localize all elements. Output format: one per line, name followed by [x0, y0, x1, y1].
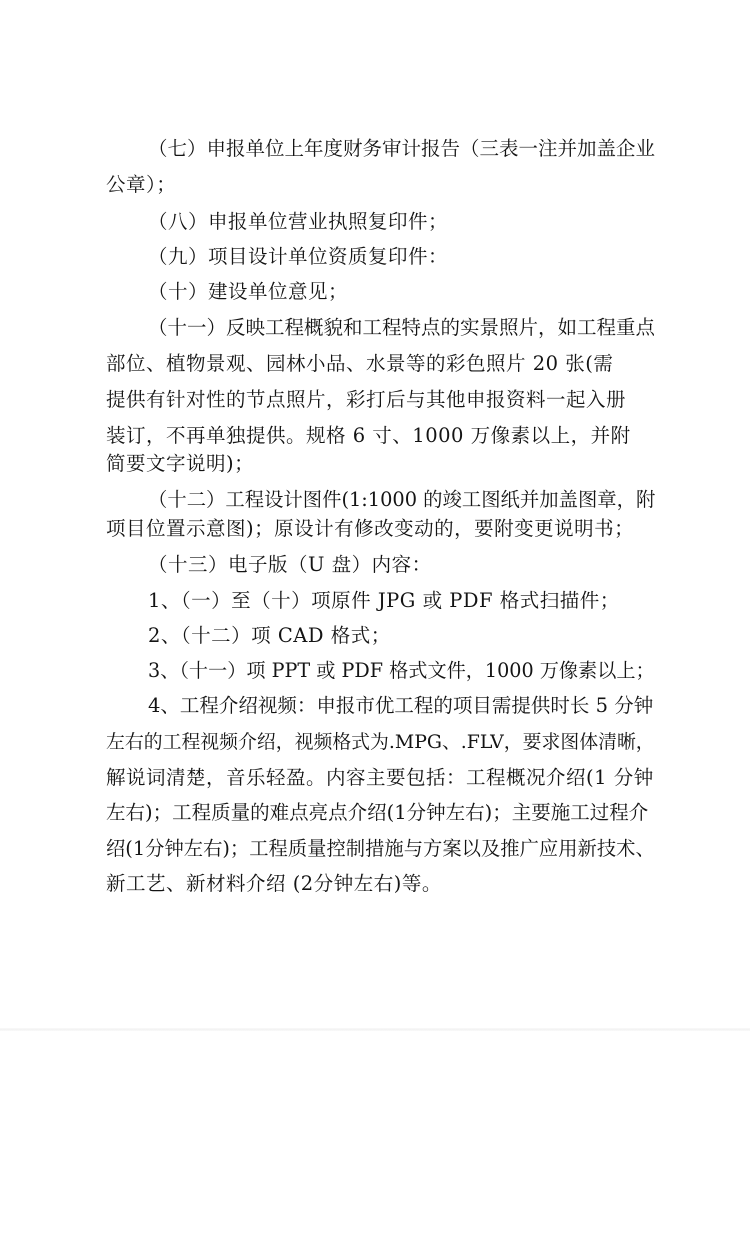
item-8: （八）申报单位营业执照复印件； [148, 210, 449, 233]
scan-edge-band [0, 1028, 750, 1031]
item-11-line-2: 部位、植物景观、园林小品、水景等的彩色照片 20 张(需 [106, 352, 614, 375]
sub-item-4-line-3: 解说词清楚，音乐轻盈。内容主要包括：工程概况介绍(1 分钟 [106, 766, 654, 789]
item-11-line-4: 装订，不再单独提供。规格 6 寸、1000 万像素以上，并附 [106, 424, 631, 447]
item-11-line-1: （十一）反映工程概貌和工程特点的实景照片，如工程重点 [148, 316, 656, 339]
sub-item-4-line-6: 新工艺、新材料介绍 (2分钟左右)等。 [106, 872, 442, 895]
item-7-line-1: （七）申报单位上年度财务审计报告（三表一注并加盖企业 [148, 137, 656, 160]
item-9: （九）项目设计单位资质复印件： [148, 245, 449, 268]
sub-item-2: 2、（十二）项 CAD 格式； [148, 624, 391, 647]
item-12-line-1: （十二）工程设计图件(1:1000 的竣工图纸并加盖图章，附 [148, 488, 656, 511]
item-12-line-2: 项目位置示意图)；原设计有修改变动的，要附变更说明书； [106, 517, 635, 540]
sub-item-3: 3、（十一）项 PPT 或 PDF 格式文件，1000 万像素以上； [148, 659, 655, 682]
sub-item-1: 1、（一）至（十）项原件 JPG 或 PDF 格式扫描件； [148, 589, 620, 612]
sub-item-4-line-1: 4、工程介绍视频：申报市优工程的项目需提供时长 5 分钟 [148, 694, 654, 717]
item-10: （十）建设单位意见； [148, 280, 349, 303]
item-13: （十三）电子版（U 盘）内容： [148, 553, 432, 576]
item-7-line-2: 公章）； [106, 173, 177, 196]
item-11-line-3: 提供有针对性的节点照片，彩打后与其他申报资料一起入册 [106, 388, 627, 411]
sub-item-4-line-2: 左右的工程视频介绍，视频格式为.MPG、.FLV，要求图体清晰， [106, 731, 655, 753]
sub-item-4-line-4: 左右)；工程质量的难点亮点介绍(1分钟左右)；主要施工过程介 [106, 801, 649, 824]
sub-item-4-line-5: 绍(1分钟左右)；工程质量控制措施与方案以及推广应用新技术、 [106, 837, 655, 860]
item-11-line-5: 简要文字说明)； [106, 452, 255, 475]
